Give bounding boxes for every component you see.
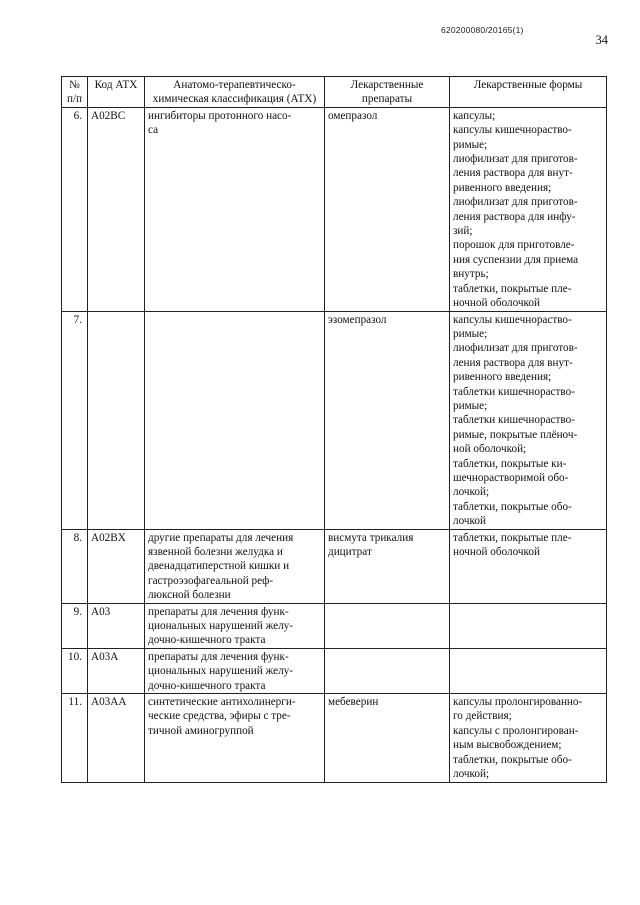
- table-row: [62, 694, 607, 782]
- header-atc-code: Код АТХ: [88, 77, 145, 108]
- drug-name-line: эзомепразол: [328, 313, 387, 326]
- table-row: [62, 107, 607, 311]
- drug-name: [325, 107, 450, 311]
- row-number: 9.: [62, 603, 88, 648]
- dosage-forms-line: ной оболочкой;: [453, 443, 527, 456]
- classification-line: ингибиторы протонного насо-: [148, 109, 292, 122]
- dosage-forms-line: таблетки, покрытые обо-: [453, 753, 572, 766]
- classification-line: ческие средства, эфиры с тре-: [148, 710, 291, 723]
- dosage-forms-line: таблетки кишечнораство-: [453, 414, 575, 427]
- classification-line: дочно-кишечного тракта: [148, 634, 266, 647]
- table-row: [62, 529, 607, 603]
- classification: [145, 694, 325, 782]
- dosage-forms-line: ривенного введения;: [453, 181, 552, 194]
- dosage-forms-line: лиофилизат для приготов-: [453, 153, 578, 166]
- classification: [145, 529, 325, 603]
- drug-name: [325, 311, 450, 529]
- row-number: 11.: [62, 694, 88, 782]
- row-number: 10.: [62, 648, 88, 693]
- dosage-forms-line: римые;: [453, 138, 488, 151]
- dosage-forms: [450, 107, 607, 311]
- dosage-forms: [450, 311, 607, 529]
- dosage-forms: [450, 529, 607, 603]
- dosage-forms-line: лочкой;: [453, 768, 490, 781]
- dosage-forms-line: римые;: [453, 327, 488, 340]
- atc-code: A03: [88, 603, 145, 648]
- dosage-forms-line: капсулы пролонгированно-: [453, 696, 583, 709]
- dosage-forms-line: капсулы с пролонгирован-: [453, 724, 579, 737]
- dosage-forms: [450, 648, 607, 693]
- atc-code: A02BC: [88, 107, 145, 311]
- classification-line: синтетические антихолинерги-: [148, 696, 296, 709]
- drug-name: [325, 529, 450, 603]
- dosage-forms-line: римые, покрытые плёноч-: [453, 428, 578, 441]
- dosage-forms-line: капсулы кишечнораство-: [453, 313, 572, 326]
- drug-name-line: омепразол: [328, 109, 378, 122]
- classification: [145, 107, 325, 311]
- atc-code: A03AA: [88, 694, 145, 782]
- drug-name-line: мебеверин: [328, 696, 379, 709]
- dosage-forms-line: ночной оболочкой: [453, 297, 540, 310]
- atc-code: [88, 311, 145, 529]
- table-body: [62, 107, 607, 782]
- classification: [145, 311, 325, 529]
- table-row: [62, 603, 607, 648]
- classification-line: язвенной болезни желудка и: [148, 546, 283, 558]
- dosage-forms-line: капсулы;: [453, 109, 496, 122]
- dosage-forms-line: таблетки, покрытые пле-: [453, 531, 572, 544]
- drug-table: [61, 76, 607, 783]
- classification-line: циональных нарушений желу-: [148, 665, 293, 678]
- classification-line: другие препараты для лечения: [148, 531, 294, 544]
- dosage-forms-line: лиофилизат для приготов-: [453, 342, 578, 355]
- dosage-forms-line: таблетки, покрытые пле-: [453, 282, 572, 295]
- dosage-forms-line: ния суспензии для приема: [453, 253, 579, 266]
- dosage-forms: [450, 603, 607, 648]
- page-number: 34: [595, 33, 608, 47]
- dosage-forms-line: капсулы кишечнораство-: [453, 124, 572, 137]
- header-number: № п/п: [62, 77, 88, 108]
- dosage-forms: [450, 694, 607, 782]
- table-row: [62, 311, 607, 529]
- dosage-forms-line: ления раствора для внут-: [453, 356, 573, 369]
- atc-code: A03A: [88, 648, 145, 693]
- dosage-forms-line: внутрь;: [453, 268, 489, 281]
- classification-line: дочно-кишечного тракта: [148, 679, 266, 692]
- row-number: 7.: [62, 311, 88, 529]
- classification-line: препараты для лечения функ-: [148, 650, 289, 663]
- classification-line: циональных нарушений желу-: [148, 620, 293, 633]
- dosage-forms-line: таблетки, покрытые ки-: [453, 457, 567, 470]
- classification-line: люксной болезни: [148, 589, 231, 602]
- dosage-forms-line: ления раствора для внут-: [453, 167, 573, 180]
- drug-name: [325, 603, 450, 648]
- classification: [145, 603, 325, 648]
- dosage-forms-line: го действия;: [453, 710, 512, 723]
- dosage-forms-line: римые;: [453, 399, 488, 412]
- drug-name: [325, 694, 450, 782]
- dosage-forms-line: лиофилизат для приготов-: [453, 196, 578, 209]
- classification-line: двенадцатиперстной кишки и: [148, 560, 290, 573]
- drug-name: [325, 648, 450, 693]
- table-row: [62, 648, 607, 693]
- row-number: 6.: [62, 107, 88, 311]
- dosage-forms-line: шечнорастворимой обо-: [453, 471, 569, 484]
- classification-line: тичной аминогруппой: [148, 724, 254, 737]
- row-number: 8.: [62, 529, 88, 603]
- table-header-row: [62, 77, 607, 108]
- dosage-forms-line: лочкой;: [453, 486, 490, 499]
- header-classification: Анатомо-терапевтическо-химическая классификация (АТХ): [145, 77, 325, 108]
- dosage-forms-line: ночной оболочкой: [453, 546, 540, 558]
- dosage-forms-line: ления раствора для инфу-: [453, 210, 576, 223]
- dosage-forms-line: лочкой: [453, 515, 486, 528]
- classification-line: гастроэзофагеальной реф-: [148, 574, 274, 587]
- dosage-forms-line: ривенного введения;: [453, 371, 552, 384]
- dosage-forms-line: таблетки, покрытые обо-: [453, 500, 572, 513]
- header-drugs: Лекарственные препараты: [325, 77, 450, 108]
- document-id: 620200080/20165(1): [441, 25, 524, 35]
- classification-line: са: [148, 124, 159, 137]
- dosage-forms-line: таблетки кишечнораство-: [453, 385, 575, 398]
- classification-line: препараты для лечения функ-: [148, 605, 289, 618]
- classification: [145, 648, 325, 693]
- dosage-forms-line: порошок для приготовле-: [453, 239, 575, 252]
- dosage-forms-line: зий;: [453, 225, 473, 238]
- dosage-forms-line: ным высвобождением;: [453, 739, 562, 752]
- atc-code: A02BX: [88, 529, 145, 603]
- drug-name-line: дицитрат: [328, 546, 372, 558]
- header-forms: Лекарственные формы: [450, 77, 607, 108]
- drug-name-line: висмута трикалия: [328, 531, 414, 544]
